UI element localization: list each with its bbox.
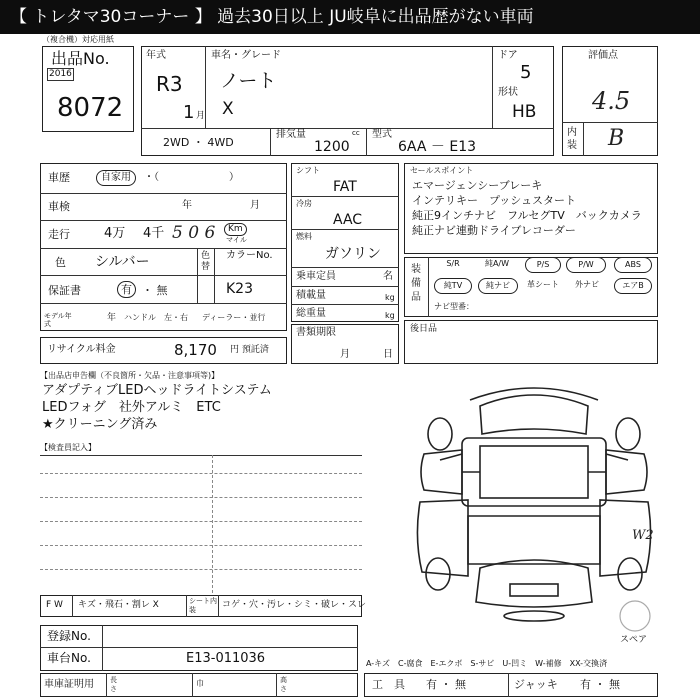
fw-label: F W: [46, 600, 63, 610]
color-code: K23: [226, 281, 253, 297]
sales-label: セールスポイント: [410, 166, 474, 175]
model-name: ノート: [220, 70, 277, 92]
type-value: 6AA － E13: [398, 139, 477, 155]
displacement-label: 排気量: [276, 129, 306, 140]
car-damage-diagram: [410, 376, 658, 622]
warranty-value: 有: [117, 281, 136, 298]
aftermarket-label: 後日品: [410, 324, 438, 334]
tools-label: 工 具: [372, 678, 405, 691]
chassis-value: E13-011036: [186, 651, 266, 666]
equip-aw: 純A/W: [484, 259, 510, 268]
spec-table: [40, 163, 287, 331]
cert-height: 高さ: [280, 676, 287, 693]
equip-abs: ABS: [614, 257, 652, 273]
score-value: 4.5: [592, 87, 631, 115]
model-grade: X: [222, 99, 234, 119]
inspection-label: 車検: [48, 200, 70, 213]
chassis-label: 車台No.: [47, 651, 91, 665]
displacement-value: 1200: [314, 139, 350, 155]
load-unit: kg: [385, 293, 395, 302]
fw-value: キズ・飛石・割レ X: [78, 600, 159, 610]
mileage-unit-km: Km: [224, 223, 247, 236]
shift-label: シフト: [296, 166, 320, 175]
interior-value: B: [608, 126, 625, 151]
color-label: 色: [55, 256, 66, 269]
color-value: シルバー: [95, 254, 150, 270]
year-era: R3: [156, 72, 183, 96]
sales-line-4: 純正ナビ連動ドライブレコーダー: [412, 224, 576, 237]
warranty-label: 保証書: [48, 284, 81, 297]
spare-label: スペア: [620, 635, 648, 645]
model-label: 車名・グレード: [211, 50, 281, 61]
year-month-unit: 月: [196, 111, 206, 121]
shape-value: HB: [512, 102, 537, 122]
displacement-unit: cc: [352, 129, 360, 137]
equip-airbag: エアB: [614, 278, 652, 294]
sales-line-3: 純正9インチナビ フルセグTV バックカメラ: [412, 209, 642, 222]
equip-ext-navi: 外ナビ: [575, 280, 599, 289]
recycle-unit: 円 預託済: [230, 345, 269, 355]
model-year-label: モデル年式: [44, 312, 72, 328]
recycle-label: リサイクル料金: [47, 344, 116, 355]
seat-value: コゲ・穴・汚レ・シミ・破レ・スレ: [222, 600, 367, 610]
notes-label: 【出品店申告欄（不良箇所・欠品・注意事項等)】: [40, 371, 220, 380]
history-value: 自家用: [96, 170, 136, 186]
model-year-year: 年: [107, 313, 117, 323]
equip-leather: 革シート: [527, 280, 559, 289]
lot-year-tag: 2016: [49, 69, 72, 79]
lot-box: [42, 46, 134, 132]
damage-legend: A-キズ C-腐食 E-エクボ S-サビ U-凹ミ W-補修 XX-交換済: [366, 659, 608, 668]
inspection-month: 月: [250, 200, 260, 211]
docs-label: 書類期限: [296, 327, 336, 338]
equip-pw: P/W: [566, 257, 606, 273]
shape-label: 形状: [498, 87, 518, 98]
jack-label: ジャッキ: [514, 678, 558, 691]
model-year-handle: ハンドル 左・右: [124, 313, 188, 322]
year-label: 年式: [146, 50, 166, 61]
mileage-sen: 4千: [143, 226, 165, 241]
seat-label: シート内装: [189, 597, 217, 614]
interior-label: 内装: [567, 127, 577, 151]
history-paren: ・（ ）: [144, 172, 239, 183]
inspection-year: 年: [182, 200, 192, 211]
sales-line-2: インテリキー プッシュスタート: [412, 194, 577, 207]
drive-type: 2WD ・ 4WD: [163, 136, 234, 149]
type-label: 型式: [372, 129, 392, 140]
gross-unit: kg: [385, 311, 395, 320]
inspector-label: 【検査員記入】: [40, 443, 96, 452]
sales-line-1: エマージェンシーブレーキ: [412, 179, 543, 192]
lot-label: 出品No.: [51, 49, 110, 68]
mileage-man: 4万: [104, 226, 126, 241]
cert-width: 巾: [196, 679, 204, 688]
score-label: 評価点: [588, 50, 618, 61]
capacity-label: 乗車定員: [296, 271, 336, 282]
aftermarket-box: [404, 320, 658, 364]
diagram-hand-note: W2: [632, 528, 654, 543]
cert-length: 長さ: [110, 676, 117, 693]
color-change-label: 色替: [201, 251, 211, 272]
warranty-none: ・ 無: [142, 284, 168, 297]
equipment-label: 装備品: [411, 264, 421, 303]
ac-value: AAC: [333, 212, 363, 228]
equip-navi: 純ナビ: [478, 278, 518, 294]
year-month: 1: [183, 102, 195, 123]
fuel-value: ガソリン: [325, 246, 381, 262]
note-line-2: LEDフォグ 社外アルミ ETC: [42, 400, 221, 415]
lot-number: 8072: [57, 93, 124, 123]
note-line-1: アダプティブLEDヘッドライトシステム: [42, 383, 272, 398]
model-year-dealer: ディーラー・並行: [202, 313, 266, 322]
history-label: 車歴: [48, 171, 70, 184]
equip-sr: S/R: [446, 259, 460, 268]
recycle-value: 8,170: [174, 341, 217, 359]
note-line-3: ★クリーニング済み: [42, 417, 158, 432]
registration-label: 登録No.: [47, 629, 91, 643]
color-code-label: カラーNo.: [226, 250, 273, 261]
mileage-label: 走行: [48, 228, 70, 241]
ac-label: 冷房: [296, 199, 312, 208]
cert-label: 車庫証明用: [44, 679, 94, 690]
doors-value: 5: [520, 62, 532, 83]
docs-day: 日: [383, 349, 393, 360]
doors-label: ドア: [498, 50, 518, 61]
fuel-label: 燃料: [296, 232, 312, 241]
navi-model-label: ナビ型番：: [434, 302, 474, 311]
corner-note: （複合機）対応用紙: [42, 35, 114, 44]
banner: 【 トレタマ30コーナー 】 過去30日以上 JU岐阜に出品歴がない車両: [0, 0, 700, 34]
shift-value: FAT: [333, 179, 357, 195]
load-label: 積載量: [296, 290, 326, 301]
gross-label: 総重量: [296, 308, 326, 319]
jack-value: 有 ・ 無: [580, 678, 620, 691]
equip-ps: P/S: [525, 257, 561, 273]
capacity-unit: 名: [383, 271, 393, 282]
mileage-unit-mile: マイル: [226, 236, 247, 244]
spare-tire-icon: [618, 599, 652, 633]
equip-tv: 純TV: [434, 278, 472, 294]
tools-value: 有 ・ 無: [426, 678, 466, 691]
docs-month: 月: [340, 349, 350, 360]
mileage-hand: 5 0 6: [172, 223, 216, 243]
